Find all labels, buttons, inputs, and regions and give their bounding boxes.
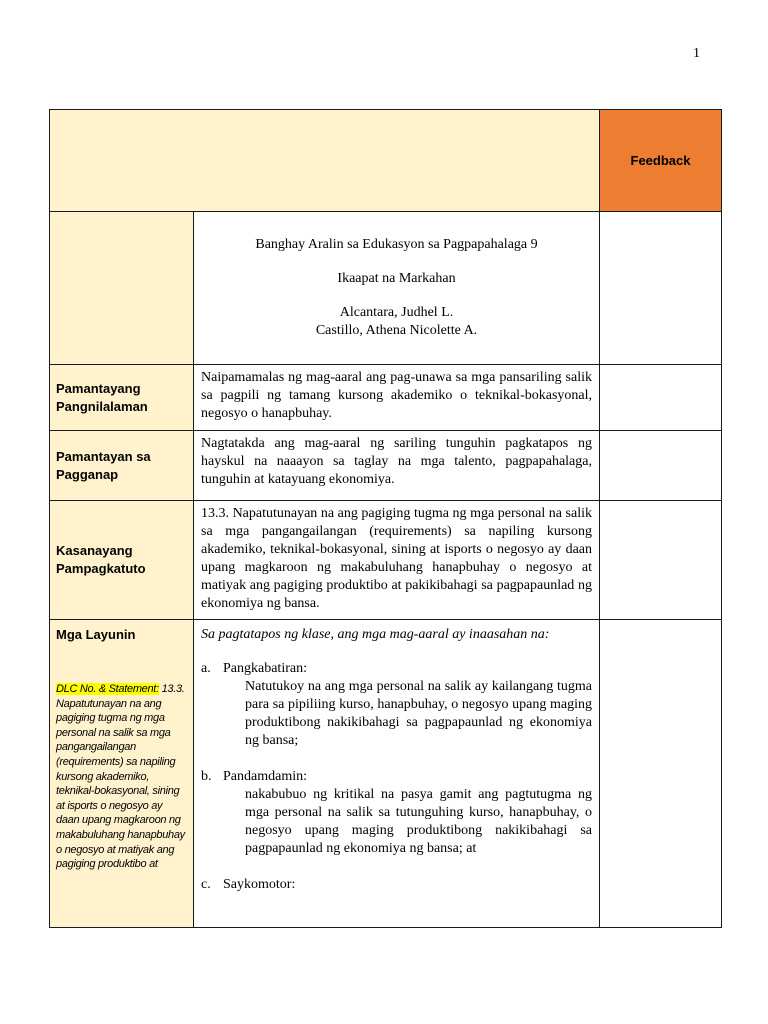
list-marker: b. [201,769,212,784]
objectives-intro: Sa pagtatapos ng klase, ang mga mag-aaral ay inaasahan na: [201,627,550,642]
feedback-header: Feedback [630,152,691,168]
objectives-label: Mga Layunin [56,627,136,642]
objectives-row [50,620,722,928]
performance-standard-label: Pamantayan sa Pagganap [56,448,151,482]
competency-cell [194,501,600,620]
competency-label-cell [50,501,194,620]
list-marker: c. [201,877,211,892]
header-row [50,110,722,212]
content-standard-row [50,365,722,431]
lesson-title: Banghay Aralin sa Edukasyon sa Pagpapahalaga 9 [255,237,538,252]
dlc-note [56,682,187,872]
objective-title: Pangkabatiran: [223,661,307,676]
objective-item-affective [201,768,592,786]
page-number: 1 [693,46,700,61]
dlc-heading: DLC No. & Statement: [56,683,159,695]
content-standard-cell [194,365,600,431]
objective-body: nakabubuo ng kritikal na pasya gamit ang pagtutugma ng mga personal na salik sa tutunguhing kurso, hanapbuhay, o negosyo upang maging produktibong nakikibahagi sa pagpapaunlad ng ekonomiya ng bansa; at [245,787,592,856]
objective-item-psychomotor [201,876,592,894]
feedback-cell [600,501,722,620]
author-2: Castillo, Athena Nicolette A. [315,323,478,338]
title-row [50,212,722,365]
content-standard-text: Naipamamalas ng mag-aaral ang pag-unawa sa mga pansariling salik sa pagpili ng tamang kursong akademiko o teknikal-bokasyonal, negosyo o hanapbuhay. [201,370,592,421]
performance-standard-text: Nagtatakda ang mag-aaral ng sariling tunguhin pagkatapos ng hayskul na naaayon sa taglay na mga talento, pagpapahalaga, tunguhin at katayuang ekonomiya. [201,436,592,487]
competency-text: 13.3. Napatutunayan na ang pagiging tugma ng mga personal na salik sa mga pangangailangan (requirements) sa napiling kursong akademiko, teknikal-bokasyonal, sining at isports o negosyo ay daan upang magkaroon ng makabuluhang hanapbuhay o negosyo at matiyak ang pagiging produktibo at pakikibahagi sa pagpapaunlad ng ekonomiya ng bansa. [201,506,592,611]
content-standard-label: Pamantayang Pangnilalaman [56,380,148,414]
objectives-label-cell [50,620,194,928]
lesson-plan-table [49,109,722,928]
quarter-label: Ikaapat na Markahan [337,271,456,286]
performance-standard-cell [194,431,600,501]
content-standard-label-cell [50,365,194,431]
objective-body: Natutukoy na ang mga personal na salik ay kailangang tugma para sa pipiliing kurso, hanapbuhay, o negosyo upang maging produktibong nakikibahagi sa pagpapaunlad ng ekonomiya ng bansa; [245,679,592,748]
feedback-cell [600,365,722,431]
header-blank-cell [50,110,600,212]
performance-standard-label-cell [50,431,194,501]
feedback-cell [600,212,722,365]
feedback-cell [600,431,722,501]
objective-title: Pandamdamin: [223,769,307,784]
author-1: Alcantara, Judhel L. [339,305,454,320]
list-marker: a. [201,661,211,676]
feedback-header-cell [600,110,722,212]
competency-label: Kasanayang Pampagkatuto [56,543,146,576]
dlc-text: 13.3. Napatutunayan na ang pagiging tugma ng mga personal na salik sa mga pangangailangan (requirements) sa napiling kursong akademiko, teknikal-bokasyonal, sining at isports o negosyo ay daan upang magkaroon ng makabuluhang hanapbuhay o negosyo at matiyak ang pagiging produktibo at [56,683,185,871]
performance-standard-row [50,431,722,501]
feedback-cell [600,620,722,928]
objective-title: Saykomotor: [223,877,296,892]
title-label-cell [50,212,194,365]
competency-row [50,501,722,620]
objectives-cell [194,620,600,928]
objective-item-cognitive [201,660,592,678]
title-cell [194,212,600,365]
